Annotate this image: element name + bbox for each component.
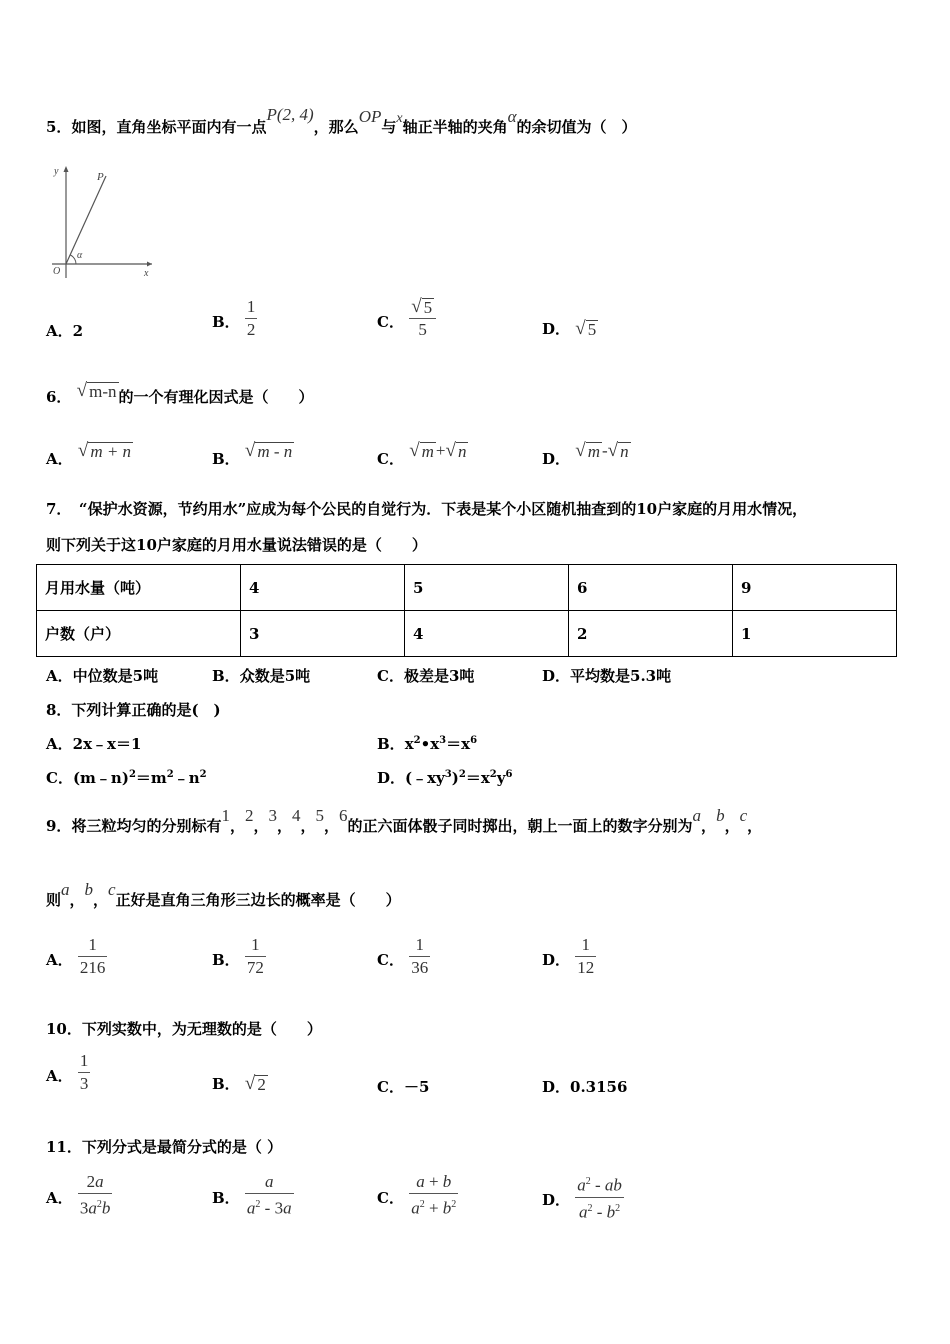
option-letter: C． [377, 667, 404, 685]
q8-option-d[interactable] [377, 767, 512, 788]
table-cell: 9 [733, 565, 897, 611]
denominator: 216 [79, 958, 106, 977]
table-row [37, 611, 897, 657]
expr-part: ﹣n [173, 769, 200, 787]
radicand: m [587, 442, 600, 461]
die-number: 3 [268, 806, 277, 825]
expr-part: ＝m [135, 769, 167, 787]
option-letter: A． [46, 735, 73, 753]
option-letter: B． [212, 667, 240, 685]
denominator: $a^2 + b^2$ [411, 1198, 457, 1218]
expr-part: (m﹣n) [72, 769, 129, 787]
q6-option-a[interactable] [46, 440, 133, 468]
exponent: 2 [128, 769, 136, 780]
q11-stem: 11．下列分式是最简分式的是（ ） [46, 1138, 283, 1156]
option-letter: B． [212, 1189, 240, 1208]
expr-part: (﹣xy [405, 769, 445, 787]
option-letter: D． [377, 769, 406, 787]
x-label: x [144, 268, 149, 279]
q8-option-b[interactable] [377, 733, 477, 754]
q6-option-b[interactable] [212, 440, 294, 468]
option-letter: C． [377, 312, 404, 331]
q9-stem-line1 [46, 806, 763, 836]
expr-part: x [404, 735, 414, 753]
var-b: b [716, 806, 725, 825]
option-text: －5 [403, 1078, 430, 1096]
option-letter: C． [377, 450, 404, 468]
option-letter: D． [542, 450, 571, 468]
exponent: 6 [470, 735, 478, 746]
q9-number: 9． [46, 817, 72, 835]
p-label: P [97, 171, 104, 183]
numerator: 1 [415, 935, 424, 954]
radicand: 2 [257, 1075, 266, 1094]
var-c: c [108, 880, 116, 899]
q5-point: P(2, 4) [266, 105, 314, 124]
var-c: c [739, 806, 748, 825]
option-letter: B． [212, 1075, 240, 1093]
q9-option-c[interactable] [377, 934, 430, 979]
sqrt: √ 2 [244, 1073, 266, 1094]
q10-option-c[interactable] [377, 1076, 429, 1097]
var-a: a [692, 806, 702, 825]
fraction [409, 1171, 458, 1220]
water-usage-table [36, 564, 897, 657]
sqrt: √ n [445, 440, 467, 461]
y-axis-arrow [64, 166, 69, 172]
fraction [409, 296, 436, 341]
die-number: 5 [315, 806, 325, 825]
q9-option-a[interactable] [46, 934, 107, 979]
option-text: 中位数是5吨 [72, 667, 159, 685]
denominator: 5 [418, 320, 427, 339]
option-letter: A． [46, 1066, 73, 1085]
option-letter: A． [46, 1189, 73, 1208]
option-text: 极差是3吨 [403, 667, 475, 685]
separator: ， [724, 817, 740, 835]
numerator: a [265, 1172, 274, 1191]
denominator: 36 [411, 958, 429, 977]
q10-option-b[interactable] [212, 1073, 268, 1094]
numerator: 1 [251, 935, 260, 954]
option-text: 平均数是5.3吨 [570, 667, 672, 685]
q8-stem: 8．下列计算正确的是( ) [46, 701, 221, 719]
fraction [575, 1171, 624, 1223]
separator: ， [253, 817, 269, 835]
exponent: 3 [444, 769, 452, 780]
numerator: 2a [86, 1172, 104, 1191]
sqrt: √ m-n [76, 380, 117, 401]
option-letter: C． [377, 1189, 404, 1208]
separator: ， [229, 817, 245, 835]
option-letter: B． [212, 950, 240, 969]
expr-part: ＝x [465, 769, 490, 787]
option-letter: A． [46, 667, 73, 685]
option-text: 众数是5吨 [239, 667, 311, 685]
option-letter: D． [542, 320, 571, 338]
sqrt: √ m + n [77, 440, 132, 461]
table-cell: 5 [405, 565, 569, 611]
q5-text3: 与 [381, 118, 397, 136]
sqrt: √ 5 [411, 296, 433, 317]
option-letter: D． [542, 950, 571, 969]
radicand: n [457, 442, 467, 461]
q5-stem [46, 105, 637, 137]
op-segment [66, 176, 106, 264]
exponent: 2 [489, 769, 497, 780]
separator: ， [747, 817, 763, 835]
alpha-arc [71, 255, 77, 264]
operator: + [435, 441, 446, 460]
denominator: $a^2 - b^2$ [579, 1202, 621, 1222]
y-label: y [54, 166, 59, 177]
q5-option-c[interactable] [377, 296, 436, 341]
q8-option-a[interactable] [46, 733, 141, 754]
denominator: 12 [577, 958, 595, 977]
option-letter: B． [377, 735, 405, 753]
exponent: 2 [458, 769, 466, 780]
fraction [245, 1171, 294, 1220]
q7-option-b[interactable] [212, 665, 310, 686]
numerator: 1 [88, 935, 97, 954]
q7-option-c[interactable] [377, 665, 474, 686]
table-cell: 2 [569, 611, 733, 657]
q5-text5: 的余切值为（ ） [516, 118, 637, 136]
numerator: a + b [416, 1172, 452, 1191]
q10-stem: 10．下列实数中，为无理数的是（ ） [46, 1020, 322, 1038]
operator: - [601, 441, 608, 460]
option-text: 2x﹣x＝1 [72, 735, 142, 753]
exponent: 2 [166, 769, 174, 780]
q5-option-b[interactable] [212, 296, 257, 341]
q9-text1: 将三粒均匀的分别标有 [71, 817, 222, 835]
exponent: 2 [199, 769, 207, 780]
table-cell: 6 [569, 565, 733, 611]
table-cell: 月用水量（吨） [37, 565, 241, 611]
q11-option-d[interactable] [542, 1171, 624, 1223]
option-letter: C． [377, 1078, 404, 1096]
q7-line2: 则下列关于这10户家庭的月用水量说法错误的是（ ） [46, 536, 427, 554]
q9-text3: 正好是直角三角形三边长的概率是（ ） [115, 891, 401, 909]
origin-label: O [53, 266, 61, 277]
table-row [37, 565, 897, 611]
q6-text: 的一个有理化因式是（ ） [118, 388, 314, 406]
sqrt: √ n [607, 440, 629, 461]
fraction [575, 934, 596, 979]
numerator [409, 296, 436, 318]
q11-option-b[interactable] [212, 1171, 294, 1220]
q6-number: 6． [46, 388, 72, 406]
die-number: 4 [292, 806, 301, 825]
option-text: 0.3156 [570, 1078, 628, 1096]
separator: ， [93, 891, 109, 909]
q5-option-a[interactable] [46, 320, 83, 341]
denominator: 2 [246, 320, 256, 339]
q9-text2: 的正六面体骰子同时掷出，朝上一面上的数字分别为 [347, 817, 693, 835]
radicand: n [620, 442, 629, 461]
die-number: 2 [244, 806, 254, 825]
option-letter: C． [377, 950, 404, 969]
table-cell: 4 [241, 565, 405, 611]
alpha-label: α [77, 250, 83, 261]
denominator: $a^2 - 3a$ [246, 1198, 292, 1218]
table-cell: 1 [733, 611, 897, 657]
sqrt: √ m [575, 440, 600, 461]
radicand: 5 [587, 320, 597, 339]
option-value: 2 [72, 322, 84, 340]
q11-option-c[interactable] [377, 1171, 458, 1220]
option-letter: D． [542, 1078, 571, 1096]
separator: ， [324, 817, 340, 835]
exponent: 3 [439, 735, 447, 746]
denominator: 72 [246, 958, 264, 977]
q5-seg: OP [358, 107, 382, 126]
sqrt: √ m [409, 440, 434, 461]
option-letter: B． [212, 312, 240, 331]
radicand: m + n [90, 442, 132, 461]
q11-option-a[interactable] [46, 1171, 112, 1220]
q6-option-d[interactable] [542, 440, 631, 468]
separator: ， [701, 817, 717, 835]
radicand: 5 [423, 298, 433, 317]
q7-option-a[interactable] [46, 665, 158, 686]
q5-axis: x [396, 111, 403, 126]
fraction [78, 934, 108, 979]
fraction [245, 934, 266, 979]
q7-line1: 7． “保护水资源，节约用水”应成为每个公民的自觉行为．下表是某个小区随机抽查到的10户家庭的月用水情况， [46, 500, 808, 518]
q5-text4: 轴正半轴的夹角 [402, 118, 508, 136]
denominator: 3 [79, 1074, 89, 1093]
q10-option-d[interactable] [542, 1076, 627, 1097]
option-letter: A． [46, 322, 73, 340]
q10-option-a[interactable] [46, 1050, 90, 1095]
q5-option-d[interactable] [542, 318, 598, 339]
fraction [78, 1171, 113, 1220]
q9-option-d[interactable] [542, 934, 596, 979]
q6-option-c[interactable] [377, 440, 468, 468]
expr-part: y [496, 769, 506, 787]
expr-part: •x [420, 735, 440, 753]
q5-angle: α [507, 107, 517, 126]
exponent: 6 [505, 769, 513, 780]
die-number: 1 [221, 806, 230, 825]
denominator: $3a^2b$ [79, 1198, 111, 1218]
separator: ， [276, 817, 292, 835]
expr-part: ＝x [446, 735, 471, 753]
numerator: 1 [79, 1051, 89, 1070]
q6-stem [46, 380, 314, 407]
q5-number: 5． [46, 118, 72, 136]
exponent: 2 [413, 735, 421, 746]
separator: ， [300, 817, 316, 835]
fraction [245, 296, 258, 341]
sqrt: √ 5 [575, 318, 597, 339]
separator: ， [69, 891, 85, 909]
var-a: a [61, 880, 70, 899]
radicand: m-n [89, 382, 117, 401]
fraction [409, 934, 430, 979]
radicand: m - n [257, 442, 293, 461]
table-cell: 户数（户） [37, 611, 241, 657]
q9-line2-pre: 则 [46, 891, 62, 909]
table-cell: 4 [405, 611, 569, 657]
radicand: m [421, 442, 434, 461]
option-letter: B． [212, 450, 240, 468]
q9-stem-line2 [46, 880, 401, 910]
option-letter: C． [46, 769, 73, 787]
option-letter: D． [542, 1191, 571, 1210]
x-axis-arrow [147, 262, 152, 267]
numerator: 1 [581, 935, 590, 954]
sqrt: √ m - n [244, 440, 293, 461]
q5-text1: 如图，直角坐标平面内有一点 [71, 118, 267, 136]
numerator: 1 [246, 297, 256, 316]
option-letter: D． [542, 667, 571, 685]
q9-option-b[interactable] [212, 934, 266, 979]
die-number: 6 [339, 806, 348, 825]
expr-part: ) [451, 769, 459, 787]
q8-option-c[interactable] [46, 767, 207, 788]
fraction [78, 1050, 91, 1095]
numerator: $a^2$ - ab [577, 1175, 622, 1195]
table-cell: 3 [241, 611, 405, 657]
option-letter: A． [46, 950, 73, 969]
q5-text2: ，那么 [313, 118, 359, 136]
option-letter: A． [46, 450, 73, 468]
q5-figure [44, 160, 159, 282]
q7-option-d[interactable] [542, 665, 671, 686]
var-b: b [84, 880, 94, 899]
